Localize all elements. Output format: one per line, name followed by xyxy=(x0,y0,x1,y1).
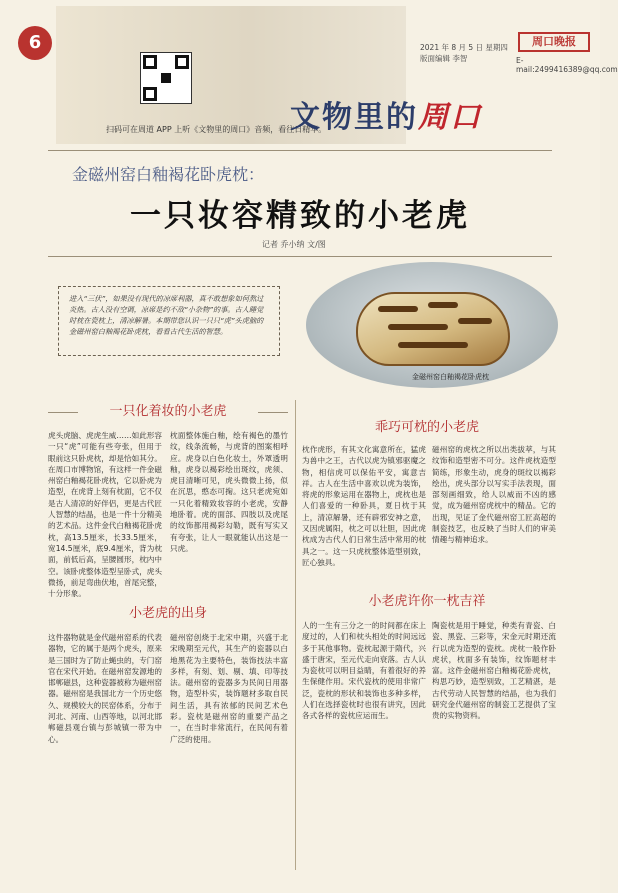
qr-code[interactable] xyxy=(140,52,192,104)
divider xyxy=(48,256,552,257)
text-column: 枕面整体施白釉，绘有褐色的墨竹纹，线条流畅，与虎背的图案相呼应。虎身以白色化妆土，外罩透明釉，虎身以褐彩绘出斑纹，虎须、虎目清晰可见，虎头微微上扬，似在沉思，憨态可掬。这只老虎宛如一只化着精致妆容的小老虎，安静地卧着。虎的面部、四肢以及虎尾的纹饰都用褐彩勾勒，既有写实又有夸张，让人一眼就能认出这是一只虎。 xyxy=(170,431,288,553)
issue-meta xyxy=(420,42,508,64)
text-column: 陶瓷枕是用于睡觉，种类有青瓷、白瓷、黑瓷、三彩等，宋金元时期还流行以虎为造型的瓷枕。虎枕一般作卧虎状，枕面多有装饰，纹饰题材丰富。这件金磁州窑白釉褐花卧虎枕，构思巧妙，造型别致，工艺精湛，是古代劳动人民智慧的结晶，也为我们研究金代磁州窑的制瓷工艺提供了宝贵的实物资料。 xyxy=(432,621,556,721)
intro-box: 进入“三伏”，如果没有现代的凉席利器，真不敢想象如何熬过炎热。古人没有空调，凉席是约不敌“小杂物”的事。古人睡觉时枕在瓷枕上，清凉解暑。本期带您认识一只只“虎”头虎脑的金磁州窑白釉褐花卧虎枕，看看古代生活的智慧。 xyxy=(58,286,280,356)
subhead-3 xyxy=(48,604,288,624)
subhead-4 xyxy=(302,592,552,612)
masthead-logo: 周口晚报 xyxy=(518,32,590,52)
editor-email: E-mail:2499416389@qq.com xyxy=(516,56,618,74)
text-column: 虎头虎脑、虎虎生威……如此形容一只“虎”可能有些夸张，但用于眼前这只卧虎枕，却是恰如其分。在周口市博物馆，有这样一件金磁州窑白釉褐花卧虎枕，它以卧虎为造型，在虎背上刻有枕面，它不仅是古人清凉的好伴侣，更是古代匠人智慧的结晶，也是一件十分精美的艺术品。这件金代白釉褐花卧虎枕，高13.5厘米，长33.5厘米，宽14.5厘米，底9.4厘米，背为枕面，前低后高，呈腰圆形，枕内中空。该卧虎整体造型呈卧式，虎头微扬，前足弯曲伏地，首尾完整，十分形象。 xyxy=(48,431,162,599)
text-column: 磁州窑创烧于北宋中期，兴盛于北宋晚期至元代，其生产的瓷器以白地黑花为主要特色，装饰技法丰富多样，有刻、划、剔、填、印等技法。磁州窑的瓷器多为民间日用器物，造型朴实，装饰题材多取自民间生活，具有浓郁的民间艺术色彩。瓷枕是磁州窑的重要产品之一，在当时非常流行，在民间有着广泛的使用。 xyxy=(170,633,288,744)
photo-caption: 金磁州窑白釉褐花卧虎枕 xyxy=(412,373,489,381)
text-column: 磁州窑的虎枕之所以出类拔萃，与其纹饰和造型密不可分。这件虎枕造型简练，形象生动，虎身的斑纹以褐彩绘出，虎头部分以写实手法表现，面部刻画细致，给人以威而不凶的感觉，成为磁州窑虎枕中的精品。它的出现，见证了金代磁州窑工匠高超的制瓷技艺，也反映了当时人们的审美情趣与精神追求。 xyxy=(432,445,556,545)
subhead-2-text: 乖巧可枕的小老虎 xyxy=(374,420,479,435)
divider xyxy=(48,150,552,151)
kicker: 金磁州窑白釉褐花卧虎枕： xyxy=(72,165,265,184)
column-divider xyxy=(295,400,296,870)
section-title xyxy=(290,92,482,136)
headline: 一只妆容精致的小老虎 xyxy=(130,198,470,234)
subhead-1 xyxy=(48,402,288,422)
tiger-pillow-image xyxy=(356,292,510,366)
subhead-2 xyxy=(302,418,552,438)
section-title-accent: 周口 xyxy=(418,100,482,135)
subhead-4-text: 小老虎许你一枕吉祥 xyxy=(368,594,486,609)
section-title-main: 文物里的 xyxy=(290,100,418,135)
byline: 记者 乔小纳 文/图 xyxy=(262,240,326,249)
issue-date: 2021 年 8 月 5 日 星期四 xyxy=(420,43,508,52)
page-editor: 版面编辑 李智 xyxy=(420,54,468,63)
text-column: 这件器物就是金代磁州窑系的代表器物，它的属于是两个虎头，原来是三国时为了防止蝇虫的，专门窑官在宋代开始。在磁州窑发源地的邯郸磁县，这种瓷器被称为磁州窑器。磁州窑是我国北方一个历史悠久、规模较大的民窑体系，分布于河北、河南、山西等地，以河北邯郸磁县观台镇与彭城镇一带为中心。 xyxy=(48,633,162,744)
subhead-1-text: 一只化着妆的小老虎 xyxy=(109,404,227,419)
page-number: 6 xyxy=(18,26,52,60)
text-column: 人的一生有三分之一的时间都在床上度过的，人们和枕头相处的时间远远多于其他事物。瓷枕起源于隋代，兴盛于唐宋，至元代走向衰落。古人认为瓷枕可以明目益睛，有着很好的养生保健作用。宋代瓷枕的使用非常广泛，瓷枕的形状和装饰也多种多样，人们在选择瓷枕时也很有讲究，因此各式各样的瓷枕应运而生。 xyxy=(302,621,426,721)
qr-note: 扫码可在周道 APP 上听《文物里的周口》音频，看往日精华。 xyxy=(106,125,327,134)
subhead-3-text: 小老虎的出身 xyxy=(128,606,207,621)
subhead-rule xyxy=(48,412,78,413)
text-column: 枕作虎形，有其文化寓意所在，猛虎为兽中之王，古代以虎为镇邪驱魔之物，相信虎可以保佑平安，寓意吉祥。古人在生活中喜欢以虎为装饰，将虎的形象运用在器物上，虎枕也是人们喜爱的一种卧具，夏日枕于其上，清凉解暑，还有辟邪安神之意，又因虎属阳，枕之可以壮胆，因此虎枕成为古代人们日常生活中常用的枕具之一。这一只虎枕整体造型别致，匠心独具。 xyxy=(302,445,426,567)
subhead-rule xyxy=(258,412,288,413)
